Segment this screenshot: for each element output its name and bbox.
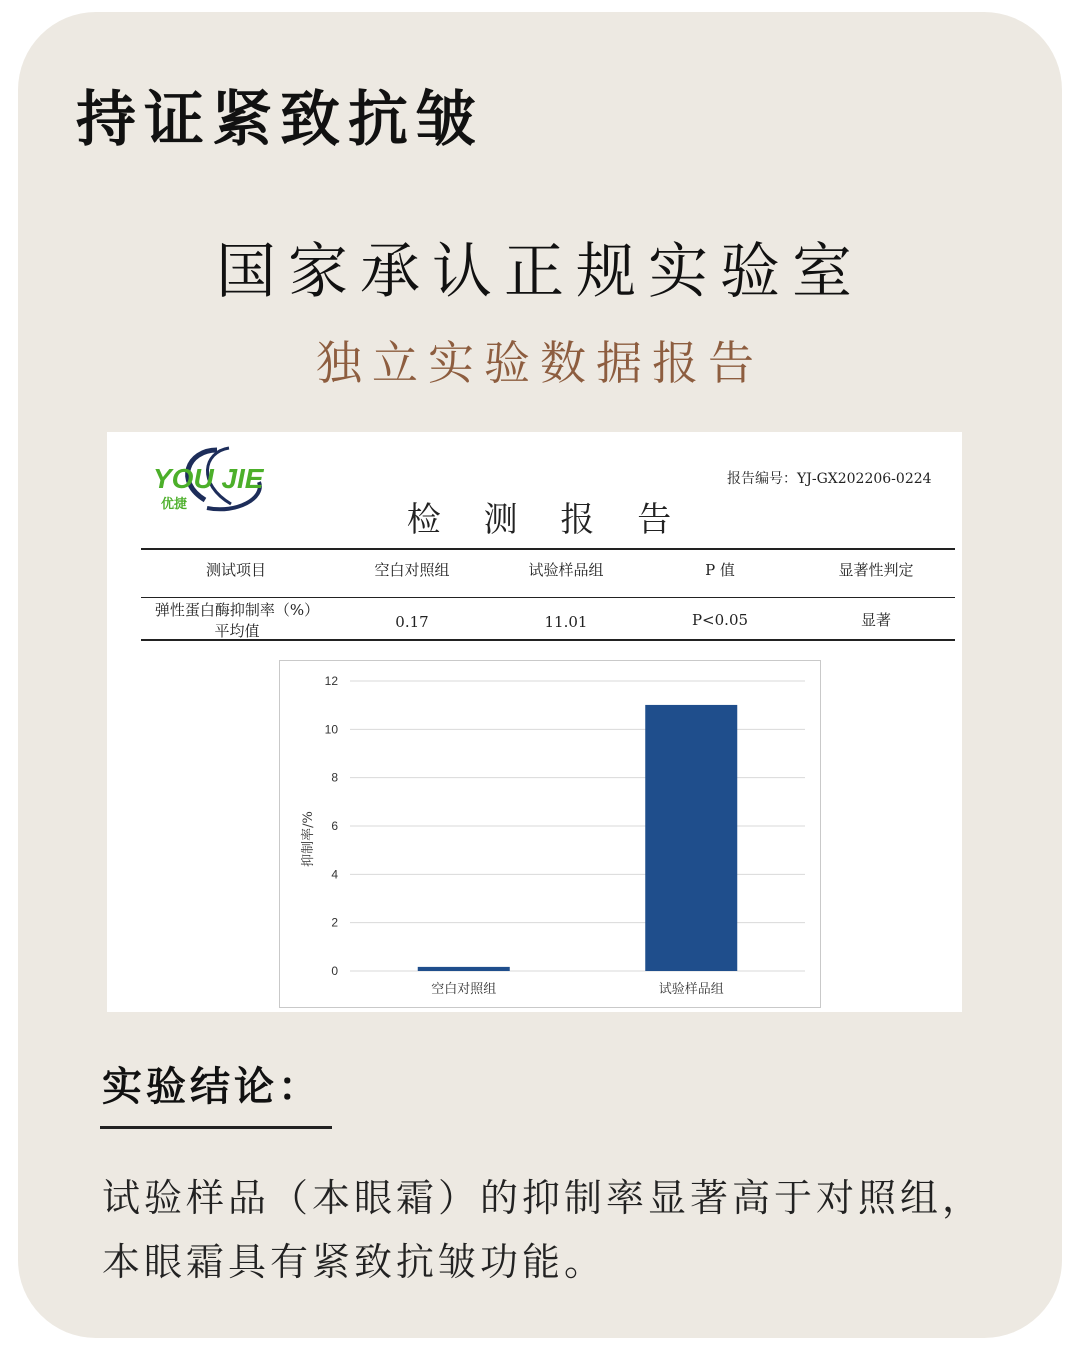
conclusion-underline bbox=[100, 1126, 332, 1129]
header-test-item: 测试项目 bbox=[205, 561, 266, 579]
test-report bbox=[107, 432, 962, 1012]
card bbox=[18, 12, 1062, 1338]
header-control: 空白对照组 bbox=[374, 561, 450, 579]
report-title: 检 测 报 告 bbox=[406, 500, 688, 540]
chart-y-label: 抑制率/% bbox=[301, 811, 316, 867]
bar-0 bbox=[418, 967, 510, 971]
x-category-label: 试验样品组 bbox=[658, 982, 724, 997]
logo-text: YOU JIE bbox=[153, 463, 264, 494]
row-sample-value: 11.01 bbox=[544, 613, 588, 631]
y-tick-label: 0 bbox=[331, 964, 338, 978]
row-item-line1: 弹性蛋白酶抑制率（%） bbox=[154, 601, 320, 619]
header-significance: 显著性判定 bbox=[838, 561, 914, 579]
conclusion-text: 试验样品（本眼霜）的抑制率显著高于对照组，本眼霜具有紧致抗皱功能。 bbox=[102, 1176, 985, 1284]
row-p-value: P<0.05 bbox=[691, 611, 749, 629]
bar-1 bbox=[645, 705, 737, 971]
chart-frame bbox=[279, 660, 821, 1008]
table-top-rule bbox=[141, 548, 955, 550]
chart-bars bbox=[418, 705, 738, 971]
lab-title: 国家承认正规实验室 bbox=[216, 237, 864, 307]
conclusion-label: 实验结论： bbox=[102, 1064, 322, 1110]
header-p-value: P 值 bbox=[705, 561, 735, 579]
y-tick-label: 2 bbox=[331, 915, 338, 930]
y-tick-label: 8 bbox=[331, 770, 338, 785]
chart-x-labels bbox=[431, 981, 724, 997]
headline: 持证紧致抗皱 bbox=[76, 85, 484, 155]
y-tick-label: 12 bbox=[324, 674, 338, 688]
y-tick-label: 10 bbox=[324, 722, 338, 737]
chart-y-ticks bbox=[325, 674, 339, 978]
logo-cn: 优捷 bbox=[161, 497, 188, 512]
report-number: 报告编号：YJ-GX202206-0224 bbox=[727, 471, 932, 487]
y-tick-label: 4 bbox=[331, 867, 338, 882]
y-tick-label: 6 bbox=[331, 819, 338, 833]
x-category-label: 空白对照组 bbox=[431, 982, 497, 997]
row-item-line2: 平均值 bbox=[214, 622, 260, 640]
table-header-rule bbox=[141, 597, 955, 598]
header-sample: 试验样品组 bbox=[528, 561, 604, 579]
row-significance: 显著 bbox=[860, 611, 891, 629]
row-control-value: 0.17 bbox=[395, 613, 429, 631]
lab-subtitle: 独立实验数据报告 bbox=[316, 336, 764, 390]
inhibition-bar-chart bbox=[280, 661, 820, 1007]
